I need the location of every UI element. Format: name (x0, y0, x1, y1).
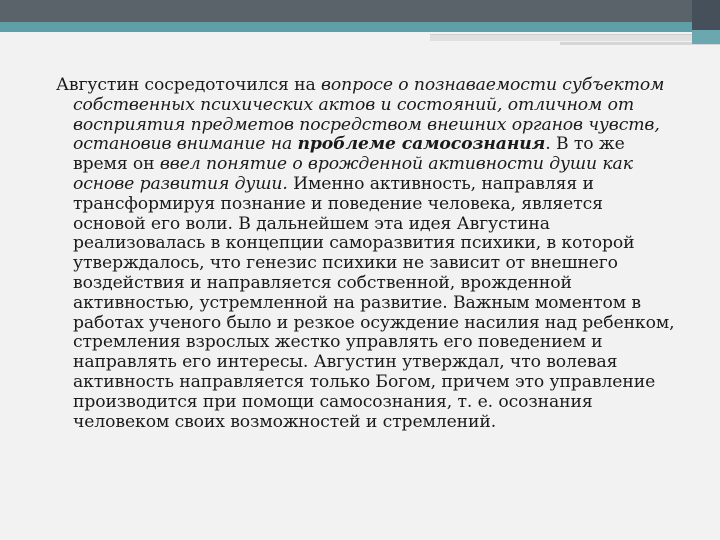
text-run-italic-1: вопросе о познаваемости субъектом собственных психических актов и состояний, отличном от восприятия предметов посредством внешних органов чувств, остановив внимание на (73, 75, 665, 155)
header-accent-stripe (430, 34, 720, 41)
header-corner-accent (692, 30, 720, 44)
body-paragraph (56, 76, 676, 432)
text-run-plain-3: Именно активность, направляя и трансформируя познание и поведение человека, является основой его воли. В дальнейшем эта идея Августина реализовалась в концепции саморазвития психики, в которой утверждалось, что генезис психики не зависит от внешнего воздействия и направляется собственной, врожденной активностью, устремленной на развитие. Важным моментом в работах ученого было и резкое осуждение насилия над ребенком, стремления взрослых жестко управлять его поведением и направлять его интересы. Августин утверждал, что волевая активность направляется только Богом, причем это управление производится при помощи самосознания, т. е. осознания человеком своих возможностей и стремлений. (73, 173, 675, 432)
text-run-italic-2: ввел понятие о врожденной активности души как основе развития души. (73, 154, 633, 194)
text-run-bold-italic: проблеме самосознания (297, 134, 546, 155)
slide-body (56, 76, 676, 432)
text-run-plain-1: Августин сосредоточился на (56, 75, 322, 95)
text-run-plain-2: . В то же время он (73, 134, 625, 175)
header-accent-bar (0, 22, 720, 32)
